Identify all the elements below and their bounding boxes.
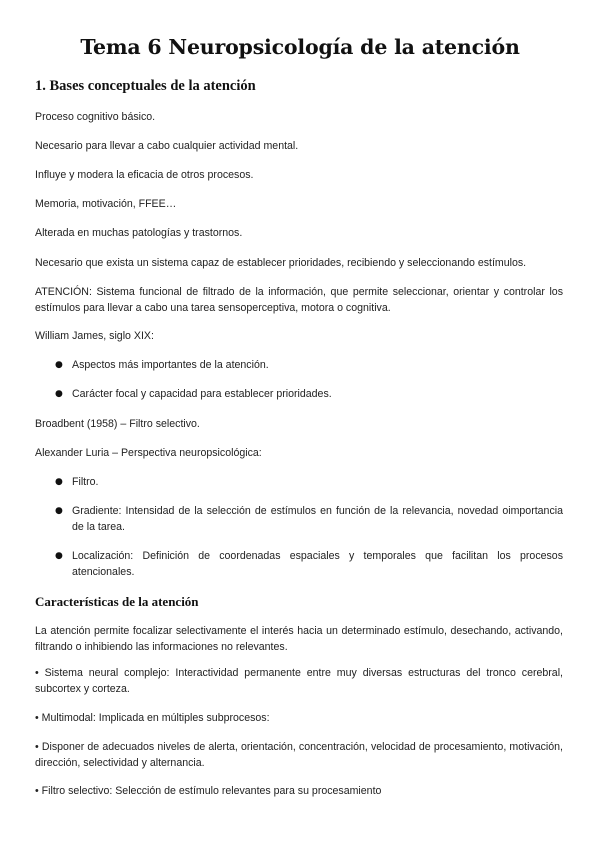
paragraph: • Disponer de adecuados niveles de alerta, orientación, concentración, velocidad de procesamiento, motivación, dirección, selectividad y alternancia. (35, 741, 563, 769)
paragraph: Proceso cognitivo básico. (35, 111, 156, 123)
document-title: Tema 6 Neuropsicología de la atención (80, 35, 520, 59)
list-item-text: Filtro. (72, 476, 99, 488)
bullet-icon: ● (55, 506, 63, 516)
paragraph: Memoria, motivación, FFEE… (35, 198, 177, 210)
paragraph: Alexander Luria – Perspectiva neuropsicológica: (35, 447, 262, 459)
paragraph: Broadbent (1958) – Filtro selectivo. (35, 418, 200, 430)
section-heading-caracteristicas: Características de la atención (35, 594, 199, 609)
list-item (55, 358, 563, 374)
list-item-text: Gradiente: Intensidad de la selección de estímulos en función de la relevancia, novedad oimportancia de la tarea. (72, 505, 563, 533)
paragraph: Necesario que exista un sistema capaz de establecer prioridades, recibiendo y seleccionando estímulos. (35, 257, 527, 269)
paragraph: Necesario para llevar a cabo cualquier actividad mental. (35, 140, 299, 152)
paragraph: • Filtro selectivo: Selección de estímulo relevantes para su procesamiento (35, 785, 382, 797)
paragraph: La atención permite focalizar selectivamente el interés hacia un determinado estímulo, desechando, activando, filtrando o inhibiendo las informaciones no relevantes. (35, 625, 563, 653)
list-item-text: Aspectos más importantes de la atención. (72, 359, 269, 371)
list-item (55, 475, 563, 491)
list-item (55, 549, 563, 580)
paragraph: • Sistema neural complejo: Interactividad permanente entre muy diversas estructuras del tronco cerebral, subcortex y corteza. (35, 667, 563, 695)
section-heading-bases: 1. Bases conceptuales de la atención (35, 78, 256, 94)
paragraph: Alterada en muchas patologías y trastornos. (35, 227, 243, 239)
bullet-icon: ● (55, 389, 63, 399)
bullet-icon: ● (55, 360, 63, 370)
bullet-icon: ● (55, 551, 63, 561)
definition-paragraph: ATENCIÓN: Sistema funcional de filtrado de la información, que permite seleccionar, orientar y controlar los estímulos para llevar a cabo una tarea sensoperceptiva, motora o cognitiva. (35, 286, 563, 314)
list-item-text: Localización: Definición de coordenadas espaciales y temporales que facilitan los procesos atencionales. (72, 550, 563, 578)
list-item (55, 504, 563, 535)
paragraph: William James, siglo XIX: (35, 330, 154, 342)
paragraph: • Multimodal: Implicada en múltiples subprocesos: (35, 712, 270, 724)
paragraph: Influye y modera la eficacia de otros procesos. (35, 169, 254, 181)
list-item-text: Carácter focal y capacidad para establecer prioridades. (72, 388, 332, 400)
list-item (55, 387, 563, 403)
bullet-icon: ● (55, 477, 63, 487)
